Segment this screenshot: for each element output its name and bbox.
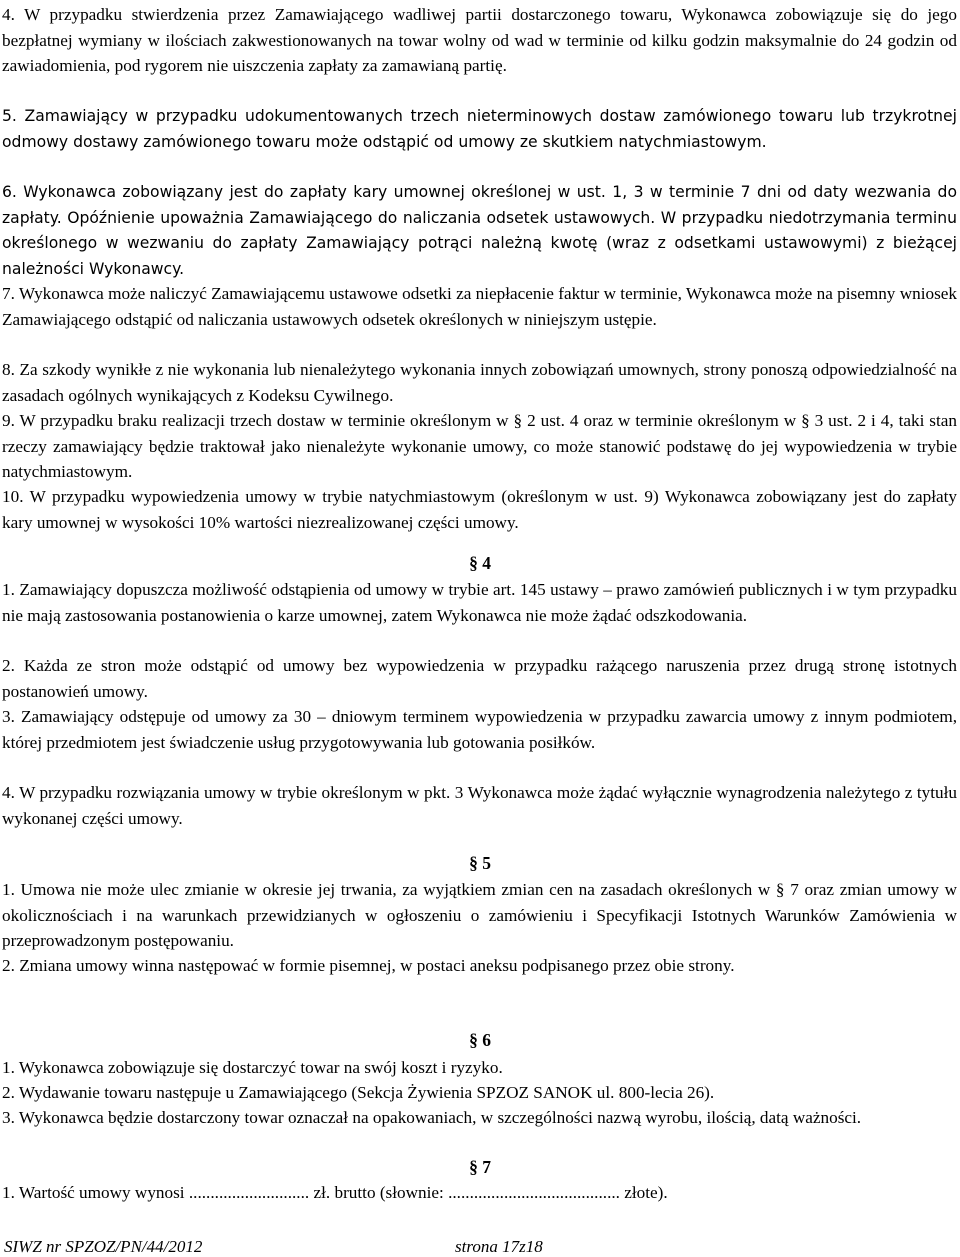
footer-document-reference: SIWZ nr SPZOZ/PN/44/2012 (4, 1237, 203, 1256)
footer-page-number: strona 17z18 (455, 1237, 543, 1256)
paragraph-4-defective-goods: 4. W przypadku stwierdzenia przez Zamawiającego wadliwej partii dostarczonego towaru, Wykonawca zobowiązuje się do jego bezpłatnej wymiany w ilościach zakwestionowanych na towar wolny od wad w terminie od kilku godzin maksymalnie do 24 godzin od zawiadomienia, pod rygorem nie uiszczenia zapłaty za zamawianą partię. (2, 5, 957, 75)
paragraph-10-termination-penalty: 10. W przypadku wypowiedzenia umowy w trybie natychmiastowym (określonym w ust. 9) Wykonawca zobowiązany jest do zapłaty kary umownej w wysokości 10% wartości niezrealizowanej części umowy. (2, 487, 957, 532)
section-6-item-1: 1. Wykonawca zobowiązuje się dostarczyć towar na swój koszt i ryzyko. (2, 1058, 503, 1077)
section-5-item-1: 1. Umowa nie może ulec zmianie w okresie jej trwania, za wyjątkiem zmian cen na zasadach określonych w § 7 oraz zmian umowy w okolicznościach i na warunkach przewidzianych w ogłoszeniu o zamówieniu i Specyfikacji Istotnych Warunków Zamówienia w przeprowadzonym postępowaniu. (2, 880, 957, 950)
section-6-heading: § 6 (469, 1030, 491, 1050)
paragraph-8-damages: 8. Za szkody wynikłe z nie wykonania lub nienależytego wykonania innych zobowiązań umownych, strony ponoszą odpowiedzialność na zasadach ogólnych wynikających z Kodeksu Cywilnego. (2, 360, 957, 405)
section-7-heading: § 7 (469, 1157, 491, 1177)
section-6-item-2: 2. Wydawanie towaru następuje u Zamawiającego (Sekcja Żywienia SPZOZ SANOK ul. 800-lecia 26). (2, 1083, 715, 1102)
paragraph-9-deliveries: 9. W przypadku braku realizacji trzech dostaw w terminie określonym w § 2 ust. 4 oraz w terminie określonym w § 3 ust. 2 i 4, taki stan rzeczy zamawiający będzie traktował jako nienależyte wykonanie umowy, co może stanowić podstawę do jej wypowiedzenia w trybie natychmiastowym. (2, 411, 957, 481)
section-4-heading: § 4 (469, 553, 491, 573)
section-4-item-1: 1. Zamawiający dopuszcza możliwość odstąpienia od umowy w trybie art. 145 ustawy – prawo zamówień publicznych i w tym przypadku nie mają zastosowania postanowienia o karze umownej, zatem Wykonawca nie może żądać odszkodowania. (2, 580, 957, 625)
section-4-item-4: 4. W przypadku rozwiązania umowy w trybie określonym w pkt. 3 Wykonawca może żądać wyłącznie wynagrodzenia należytego z tytułu wykonanej części umowy. (2, 783, 957, 828)
section-5-heading: § 5 (469, 853, 491, 873)
section-6-item-3: 3. Wykonawca będzie dostarczony towar oznaczał na opakowaniach, w szczególności nazwą wyrobu, ilością, datą ważności. (2, 1108, 862, 1127)
section-5-item-2: 2. Zmiana umowy winna następować w formie pisemnej, w postaci aneksu podpisanego przez obie strony. (2, 956, 735, 975)
paragraph-6-penalty-payment: 6. Wykonawca zobowiązany jest do zapłaty kary umownej określonej w ust. 1, 3 w terminie 7 dni od daty wezwania do zapłaty. Opóźnienie upoważnia Zamawiającego do naliczania odsetek ustawowych. W przypadku niedotrzymania terminu określonego w wezwaniu do zapłaty Zamawiający potrąci należną kwotę (wraz z odsetkami ustawowymi) z bieżącej należności Wykonawcy. (2, 183, 957, 278)
section-4-item-2: 2. Każda ze stron może odstąpić od umowy bez wypowiedzenia w przypadku rażącego naruszenia przez drugą stronę istotnych postanowień umowy. (2, 656, 957, 701)
paragraph-7-interest: 7. Wykonawca może naliczyć Zamawiającemu ustawowe odsetki za niepłacenie faktur w terminie, Wykonawca może na pisemny wniosek Zamawiającego odstąpić od naliczania ustawowych odsetek określonych w niniejszym ustępie. (2, 284, 957, 329)
section-7-item-1: 1. Wartość umowy wynosi ............................ zł. brutto (słownie: ........................................ złote). (2, 1183, 668, 1202)
paragraph-5-withdrawal: 5. Zamawiający w przypadku udokumentowanych trzech nieterminowych dostaw zamówionego towaru lub trzykrotnej odmowy dostawy zamówionego towaru może odstąpić od umowy ze skutkiem natychmiastowym. (2, 107, 957, 151)
section-4-item-3: 3. Zamawiający odstępuje od umowy za 30 – dniowym terminem wypowiedzenia w przypadku zawarcia umowy z innym podmiotem, której przedmiotem jest świadczenie usług przygotowywania lub gotowania posiłków. (2, 707, 957, 752)
